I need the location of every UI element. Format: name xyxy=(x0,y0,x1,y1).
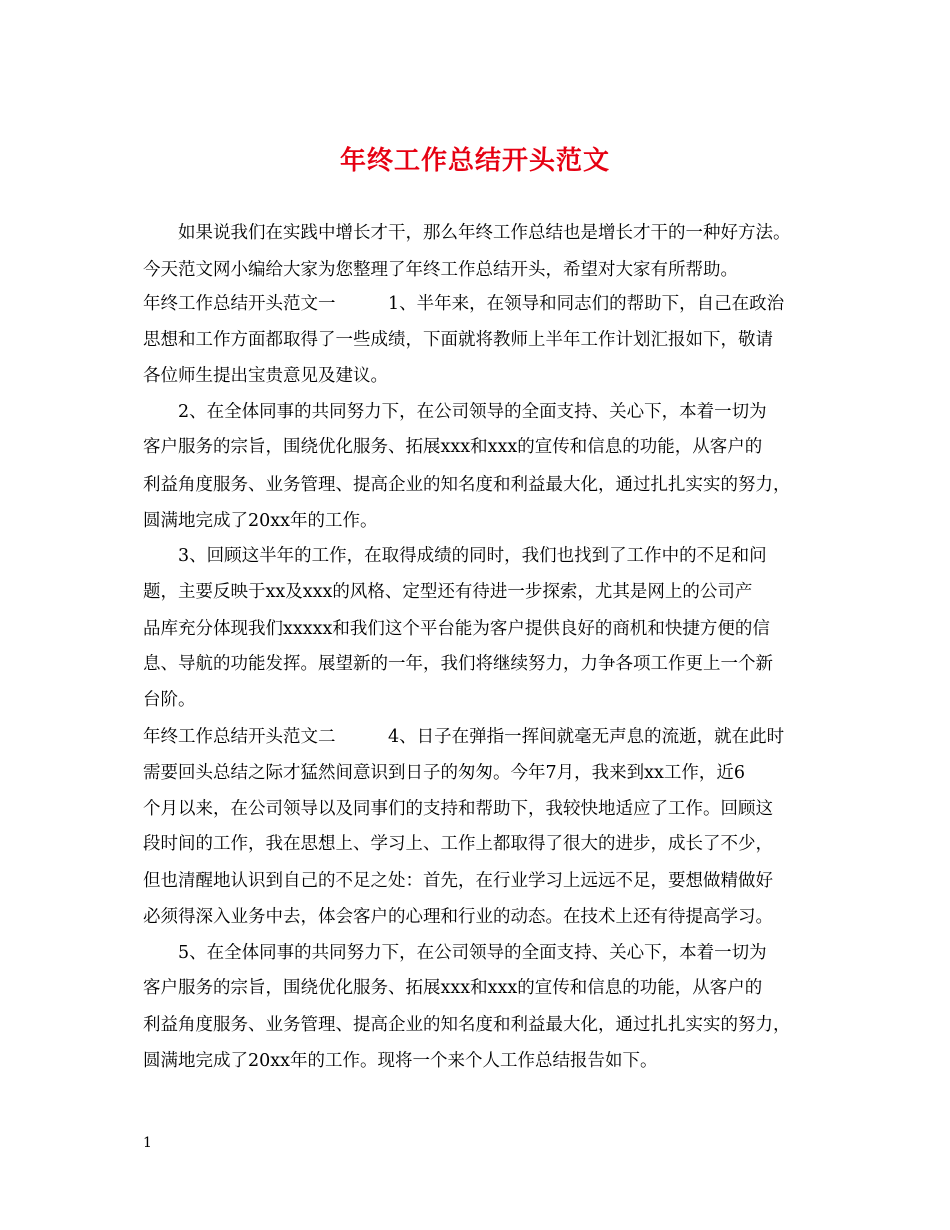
document-title: 年终工作总结开头范文 xyxy=(339,146,610,176)
body-line: 利益角度服务、业务管理、提高企业的知名度和利益最大化，通过扎扎实实的努力， xyxy=(143,1015,791,1035)
body-line: 如果说我们在实践中增长才干，那么年终工作总结也是增长才干的一种好方法。 xyxy=(143,223,791,243)
body-line: 5、在全体同事的共同努力下，在公司领导的全面支持、关心下，本着一切为 xyxy=(143,943,767,963)
body-line: 必须得深入业务中去，体会客户的心理和行业的动态。在技术上还有待提高学习。 xyxy=(143,907,773,927)
body-line: 客户服务的宗旨，围绕优化服务、拓展xxx和xxx的宣传和信息的功能，从客户的 xyxy=(143,978,763,998)
body-line: 息、导航的功能发挥。展望新的一年，我们将继续努力，力争各项工作更上一个新 xyxy=(143,654,773,674)
body-line: 圆满地完成了20xx年的工作。 xyxy=(143,511,378,531)
body-line: 利益角度服务、业务管理、提高企业的知名度和利益最大化，通过扎扎实实的努力， xyxy=(143,475,791,495)
body-line: 需要回头总结之际才猛然间意识到日子的匆匆。今年7月，我来到xx工作，近6 xyxy=(143,763,746,783)
body-line: 思想和工作方面都取得了一些成绩，下面就将教师上半年工作计划汇报如下，敬请 xyxy=(143,330,773,350)
body-line: 3、回顾这半年的工作，在取得成绩的同时，我们也找到了工作中的不足和问 xyxy=(143,546,767,566)
body-line: 年终工作总结开头范文一 1、半年来，在领导和同志们的帮助下，自己在政治 xyxy=(143,294,785,314)
body-line: 台阶。 xyxy=(143,690,196,710)
body-line: 今天范文网小编给大家为您整理了年终工作总结开头，希望对大家有所帮助。 xyxy=(143,260,738,280)
body-line: 但也清醒地认识到自己的不足之处：首先，在行业学习上远远不足，要想做精做好 xyxy=(143,871,773,891)
body-line: 品库充分体现我们xxxxx和我们这个平台能为客户提供良好的商机和快捷方便的信 xyxy=(143,619,770,639)
body-line: 2、在全体同事的共同努力下，在公司领导的全面支持、关心下，本着一切为 xyxy=(143,402,767,422)
body-line: 年终工作总结开头范文二 4、日子在弹指一挥间就毫无声息的流逝，就在此时 xyxy=(143,727,785,747)
body-line: 各位师生提出宝贵意见及建议。 xyxy=(143,366,388,386)
body-line: 圆满地完成了20xx年的工作。现将一个来个人工作总结报告如下。 xyxy=(143,1051,658,1071)
page-number: 1 xyxy=(143,1135,152,1151)
body-line: 个月以来，在公司领导以及同事们的支持和帮助下，我较快地适应了工作。回顾这 xyxy=(143,799,773,819)
body-line: 段时间的工作，我在思想上、学习上、工作上都取得了很大的进步，成长了不少， xyxy=(143,834,773,854)
body-line: 题，主要反映于xx及xxx的风格、定型还有待进一步探索，尤其是网上的公司产 xyxy=(143,582,753,602)
body-line: 客户服务的宗旨，围绕优化服务、拓展xxx和xxx的宣传和信息的功能，从客户的 xyxy=(143,437,763,457)
